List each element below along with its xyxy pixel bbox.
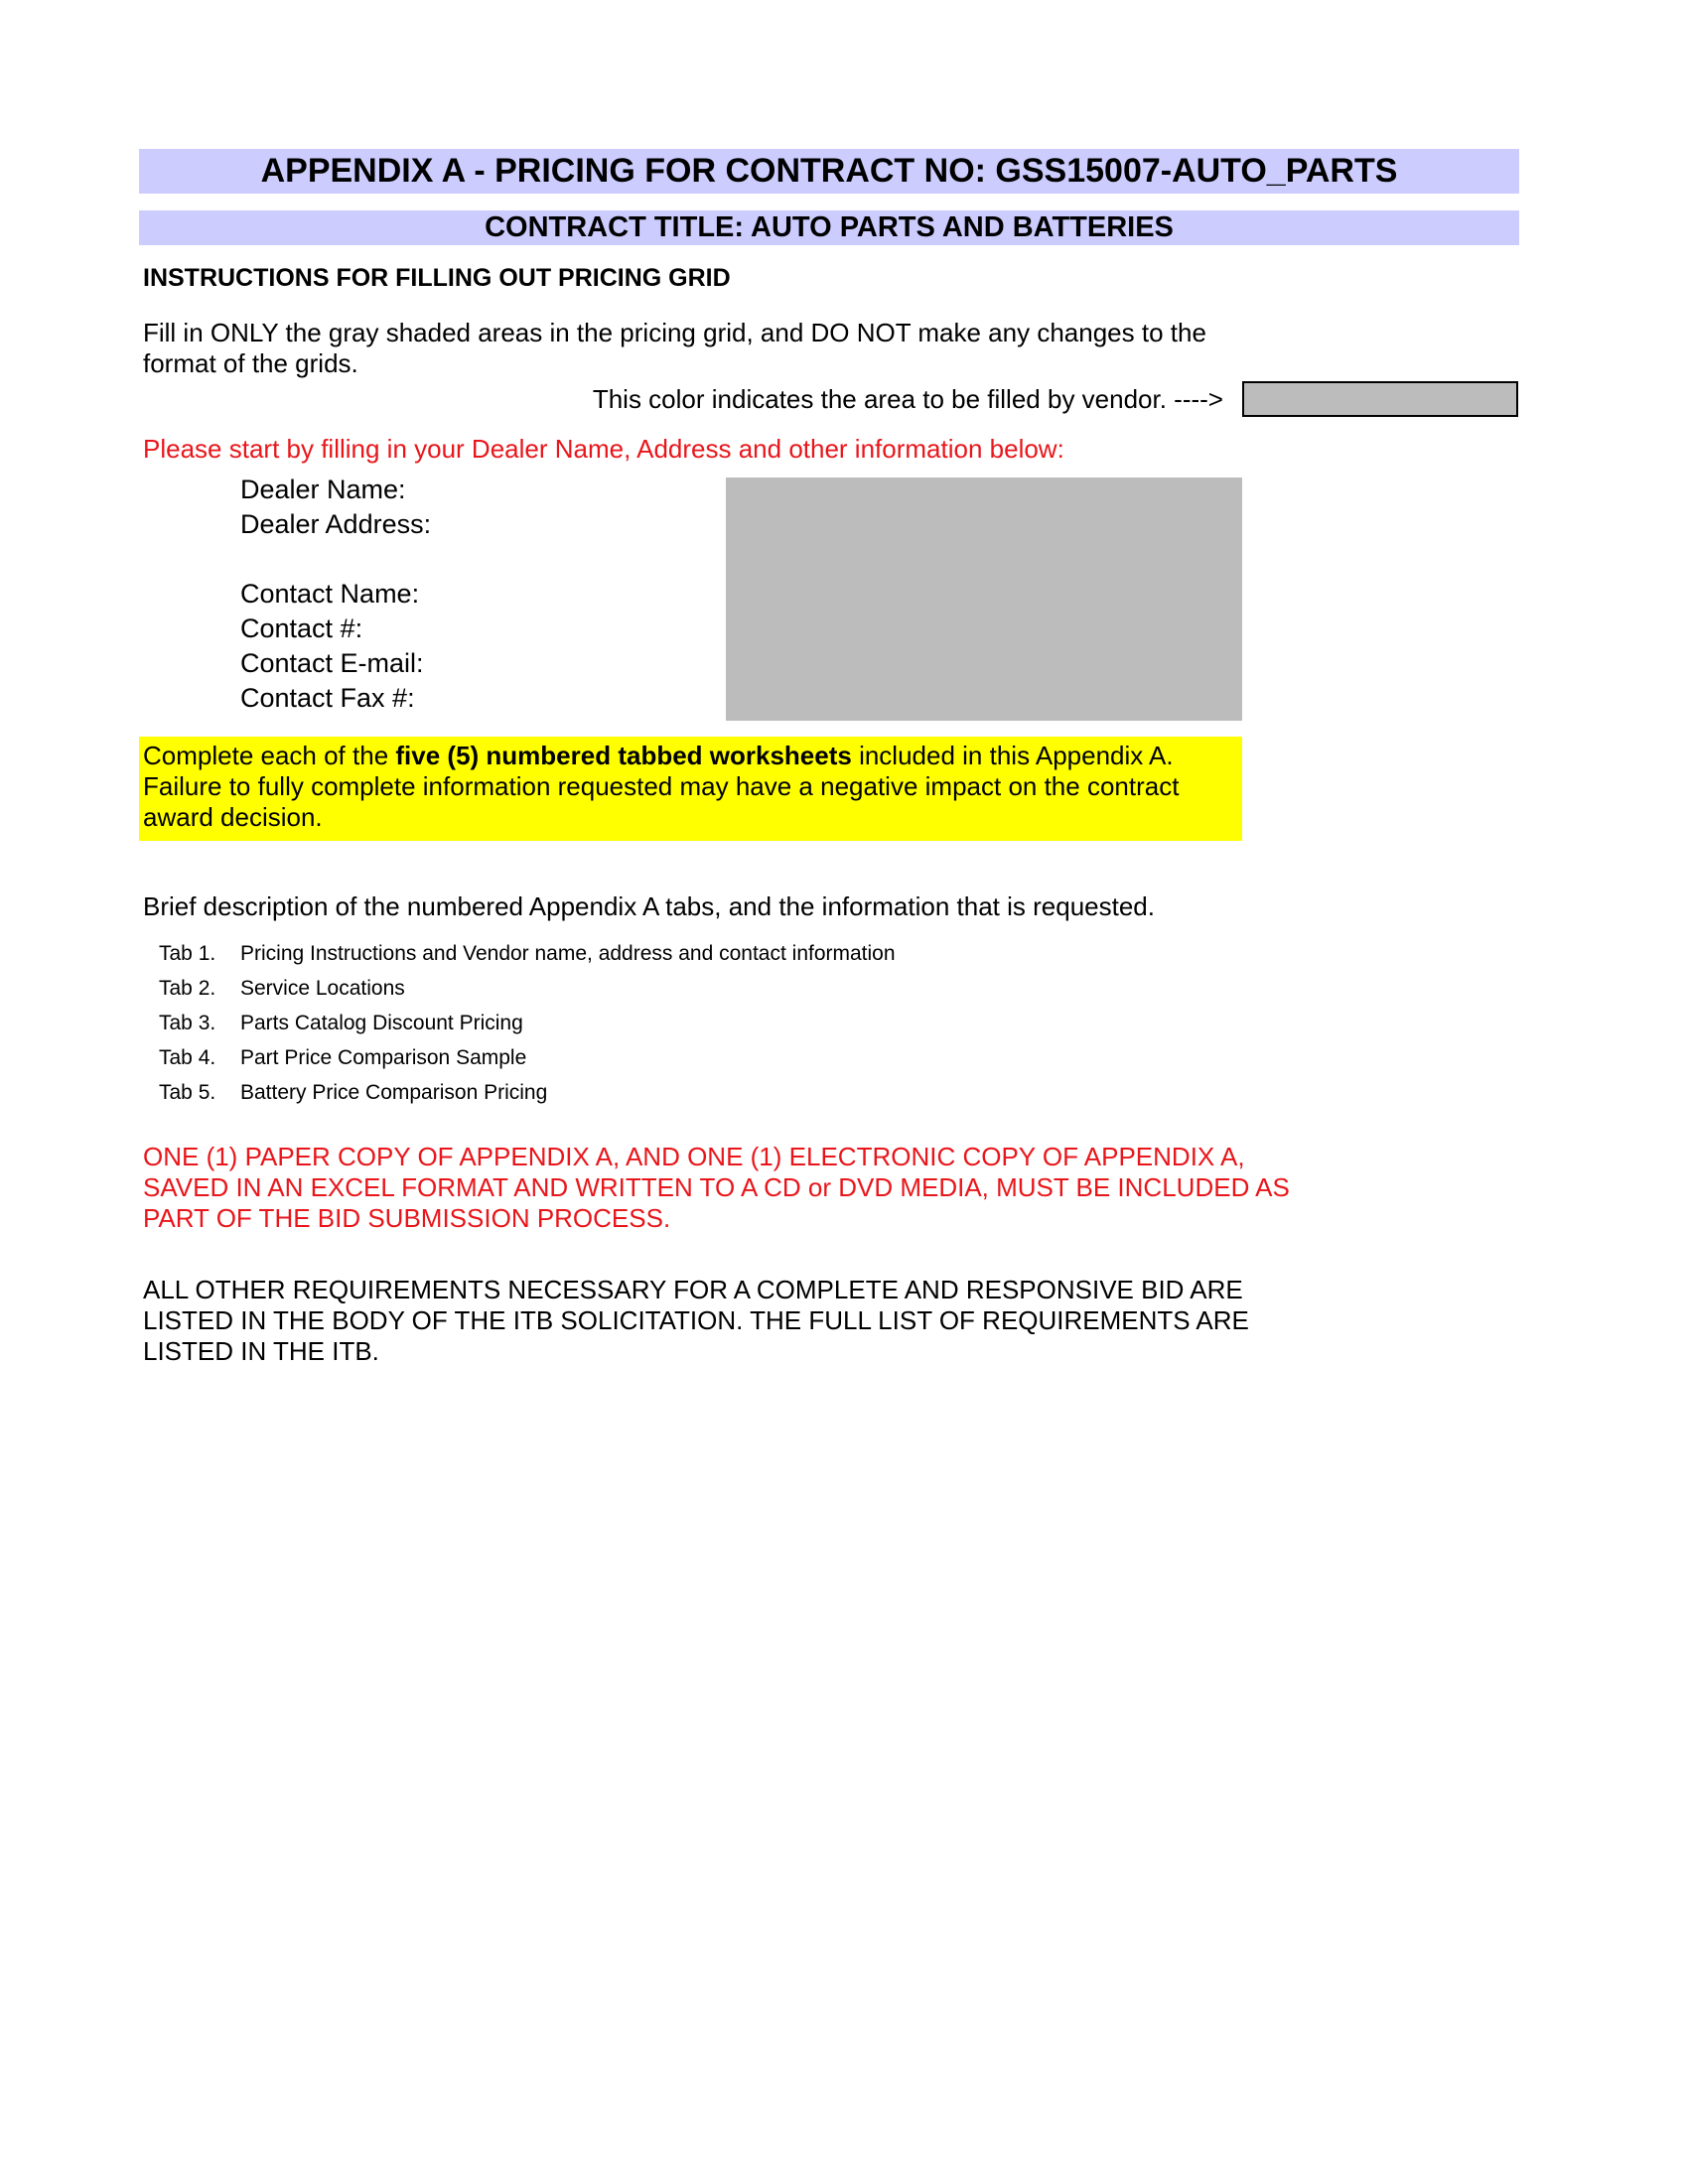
tab-list-item [159, 1046, 526, 1070]
dealer-name-label: Dealer Name: [240, 475, 406, 504]
fill-instructions-text: Fill in ONLY the gray shaded areas in the pricing grid, and DO NOT make any changes to the format of the grids. [143, 318, 1206, 378]
tab-number: Tab 1. [159, 942, 216, 965]
tab-list-item [159, 942, 896, 966]
contract-title: CONTRACT TITLE: AUTO PARTS AND BATTERIES [139, 210, 1519, 245]
tab-description: Parts Catalog Discount Pricing [240, 1012, 523, 1034]
dealer-info-input-area[interactable] [726, 478, 1242, 721]
dealer-address-label: Dealer Address: [240, 509, 432, 539]
tab-list-item [159, 1012, 523, 1035]
start-instructions-text: Please start by filling in your Dealer Name, Address and other information below: [143, 434, 1064, 464]
worksheet-note-part2: included in this Appendix A. Failure to fully complete information requested may have a negative impact on the contract award decision. [143, 741, 1180, 832]
tab-description: Part Price Comparison Sample [240, 1046, 527, 1069]
contact-email-label: Contact E-mail: [240, 648, 424, 678]
tab-number: Tab 3. [159, 1012, 216, 1034]
worksheet-completion-note [139, 737, 1242, 841]
tab-description: Service Locations [240, 977, 405, 1000]
instructions-heading: INSTRUCTIONS FOR FILLING OUT PRICING GRID [143, 264, 731, 292]
contact-fax-label: Contact Fax #: [240, 683, 415, 713]
contact-name-label: Contact Name: [240, 579, 420, 609]
tab-number: Tab 5. [159, 1081, 216, 1104]
tabs-intro-text: Brief description of the numbered Appendix A tabs, and the information that is requested. [143, 891, 1155, 921]
worksheet-note-part1: Complete each of the [143, 741, 396, 770]
tab-description: Battery Price Comparison Pricing [240, 1081, 548, 1104]
tab-list-item [159, 977, 405, 1001]
page-title: APPENDIX A - PRICING FOR CONTRACT NO: GSS15007-AUTO_PARTS [139, 149, 1519, 194]
color-legend-text: This color indicates the area to be filled by vendor. ----> [592, 384, 1223, 414]
contact-number-label: Contact #: [240, 614, 363, 643]
submission-requirement-note: ONE (1) PAPER COPY OF APPENDIX A, AND ONE (1) ELECTRONIC COPY OF APPENDIX A, SAVED IN AN EXCEL FORMAT AND WRITTEN TO A CD or DVD MEDIA, MUST BE INCLUDED AS PART OF THE BID SUBMISSION PROCESS. [143, 1142, 1290, 1233]
tab-number: Tab 2. [159, 977, 216, 1000]
tab-description: Pricing Instructions and Vendor name, address and contact information [240, 942, 896, 965]
tab-number: Tab 4. [159, 1046, 216, 1069]
tab-list-item [159, 1081, 547, 1105]
other-requirements-note: ALL OTHER REQUIREMENTS NECESSARY FOR A COMPLETE AND RESPONSIVE BID ARE LISTED IN THE BODY OF THE ITB SOLICITATION. THE FULL LIST OF REQUIREMENTS ARE LISTED IN THE ITB. [143, 1275, 1249, 1366]
vendor-fill-color-swatch [1242, 381, 1518, 417]
worksheet-note-bold: five (5) numbered tabbed worksheets [395, 741, 852, 770]
